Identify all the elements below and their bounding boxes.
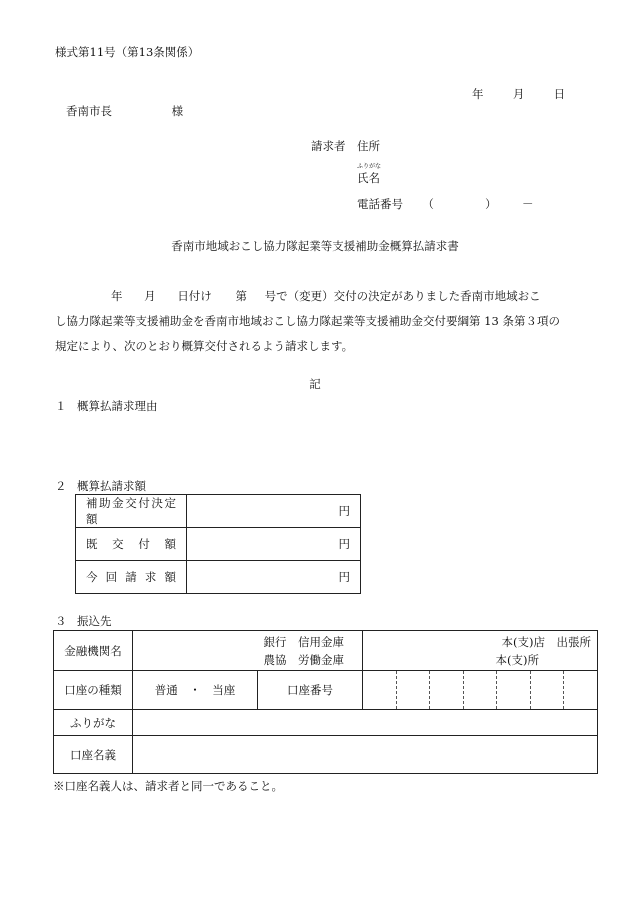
amount-row-decided xyxy=(76,495,361,528)
addressee xyxy=(66,103,183,119)
bank-row-holder xyxy=(54,736,598,774)
account-digit[interactable] xyxy=(496,671,530,709)
amount-label-decided: 補助金交付決定額 xyxy=(76,495,187,528)
account-number-label: 口座番号 xyxy=(258,671,363,710)
body-month: 月 xyxy=(144,289,156,303)
institution-label: 金融機関名 xyxy=(54,631,133,671)
amount-table xyxy=(75,494,361,594)
branch-type-honshiten: 本(支)店 xyxy=(501,634,545,649)
date-month: 月 xyxy=(512,87,525,101)
requester-name-ruby: ふりがな xyxy=(357,163,382,170)
section-3-heading xyxy=(55,613,112,629)
addressee-name: 香南市長 xyxy=(66,104,112,118)
amount-row-current xyxy=(76,561,361,594)
phone-open: （ xyxy=(422,197,434,211)
phone-label: 電話番号 xyxy=(357,197,403,211)
account-digit[interactable] xyxy=(530,671,564,709)
addressee-honorific: 様 xyxy=(171,104,184,118)
form-number: 様式第11号（第13条関係） xyxy=(55,45,200,59)
body-year: 年 xyxy=(111,289,123,303)
amount-label-paid: 既交付額 xyxy=(76,528,187,561)
requester-label: 請求者 xyxy=(311,139,346,153)
body-go: 号で（変更）交付の決定がありました香南市地域おこ xyxy=(264,289,541,303)
bank-type-nokyo: 農協 xyxy=(263,652,287,667)
phone-close: ） xyxy=(485,197,497,211)
section-3-label: 振込先 xyxy=(77,614,112,628)
account-type-label: 口座の種類 xyxy=(54,671,133,710)
branch-type-honshisho: 本(支)所 xyxy=(495,652,539,667)
amount-label-current: 今回請求額 xyxy=(76,561,187,594)
document-title: 香南市地域おこし協力隊起業等支援補助金概算払請求書 xyxy=(171,239,459,253)
account-digit-boxes xyxy=(363,671,597,709)
section-1-label: 概算払請求理由 xyxy=(77,399,158,413)
bank-row-institution xyxy=(54,631,598,671)
requester-name-label: 氏名 xyxy=(357,171,380,185)
date-day: 日 xyxy=(553,87,566,101)
body-line-1 xyxy=(55,284,575,309)
holder-value[interactable] xyxy=(133,736,598,774)
body-line-3: 規定により、次のとおり概算交付されるよう請求します。 xyxy=(55,339,354,353)
account-number-cells[interactable] xyxy=(363,671,598,710)
requester-address-label: 住所 xyxy=(357,139,380,153)
section-2-label: 概算払請求額 xyxy=(77,479,146,493)
amount-value-decided[interactable]: 円 xyxy=(187,495,361,528)
section-2-heading xyxy=(55,478,146,494)
phone-dash: － xyxy=(521,197,534,211)
amount-value-paid[interactable]: 円 xyxy=(187,528,361,561)
date-line xyxy=(472,86,565,102)
account-type-options[interactable]: 普通 ・ 当座 xyxy=(133,671,258,710)
body-line-2: し協力隊起業等支援補助金を香南市地域おこし協力隊起業等支援補助金交付要綱第 13 条第３項の xyxy=(55,314,560,328)
branch-type-shutchojo: 出張所 xyxy=(556,634,591,649)
bank-type-bank: 銀行 xyxy=(263,634,287,649)
furigana-label: ふりがな xyxy=(54,710,133,736)
ki-heading: 記 xyxy=(309,377,321,391)
section-1-num: １ xyxy=(55,399,67,413)
requester-phone xyxy=(357,196,533,212)
section-1-heading xyxy=(55,398,158,414)
bank-row-furigana xyxy=(54,710,598,736)
account-digit[interactable] xyxy=(396,671,430,709)
account-digit[interactable] xyxy=(563,671,597,709)
branch-name-cell[interactable] xyxy=(363,631,598,671)
bank-type-shinkin: 信用金庫 xyxy=(298,634,344,649)
body-text xyxy=(55,284,575,359)
furigana-value[interactable] xyxy=(133,710,598,736)
holder-label: 口座名義 xyxy=(54,736,133,774)
institution-name-cell[interactable] xyxy=(133,631,363,671)
section-2-num: ２ xyxy=(55,479,67,493)
date-year: 年 xyxy=(472,87,484,101)
section-3-num: ３ xyxy=(55,614,67,628)
bank-row-account xyxy=(54,671,598,710)
amount-row-paid xyxy=(76,528,361,561)
account-digit[interactable] xyxy=(463,671,497,709)
body-day: 日付け xyxy=(177,289,212,303)
account-digit[interactable] xyxy=(429,671,463,709)
bank-table xyxy=(53,630,598,774)
account-digit[interactable] xyxy=(363,671,396,709)
holder-note: ※口座名義人は、請求者と同一であること。 xyxy=(53,779,283,793)
body-dai: 第 xyxy=(235,289,247,303)
bank-type-rokin: 労働金庫 xyxy=(298,652,344,667)
amount-value-current[interactable]: 円 xyxy=(187,561,361,594)
